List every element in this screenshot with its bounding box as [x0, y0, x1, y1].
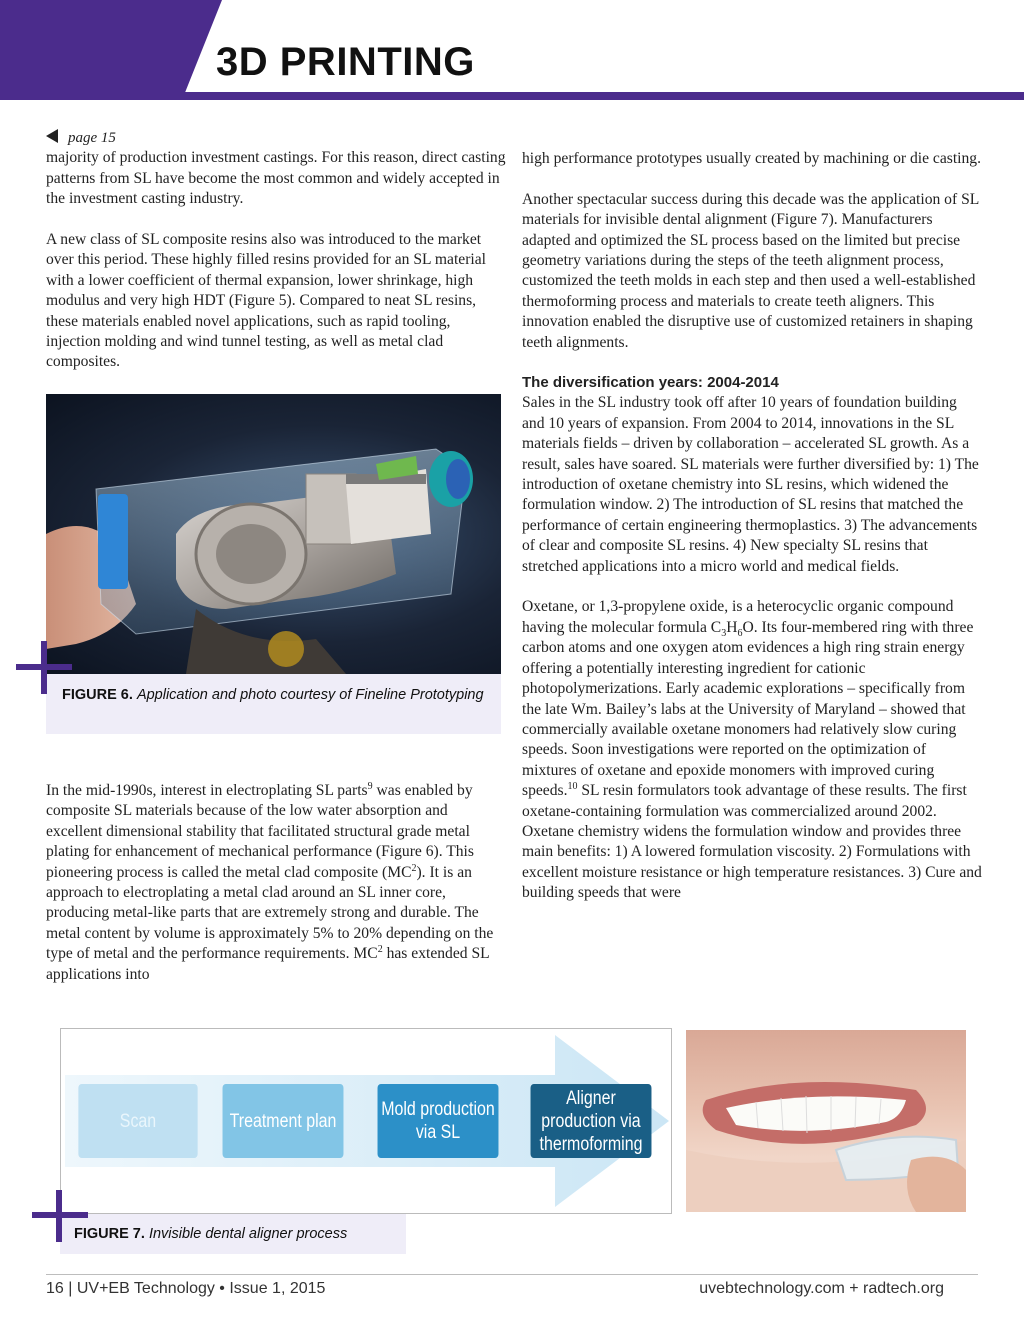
figure-6-photo — [46, 394, 501, 674]
process-step-aligner-production: Aligner production via thermoforming — [531, 1084, 652, 1158]
paragraph: Oxetane, or 1,3-propylene oxide, is a heterocyclic organic compound having the molecular formula $C_3H_6O$. Its four-membered ring with three carbon atoms and one oxygen atom evidences a high ring strain energy offering a potentially interesting ingredient for cationic photopolymerizations. Early academic explorations – specifically from the late Wm. Bailey’s labs at the University of Maryland – showed that commercially available oxetane monomers had relatively slow curing speeds. Soon investigations were reported on the optimization of mixtures of oxetane and epoxide monomers with improved curing speeds.$^{10}$ SL resin formulators took advantage of these results. The first oxetane-containing formulation was commercialized around 2002. Oxetane chemistry widens the formulation window and provides three main benefits: 1) A lowered formulation viscosity. 2) Formulations with excellent moisture resistance or high temperature resistances. 3) Cure and building speeds that were — [522, 598, 982, 902]
section-title: 3D PRINTING — [216, 40, 475, 84]
caption-text: Application and photo courtesy of Fineline Prototyping — [136, 687, 484, 703]
header-rule — [180, 92, 1024, 100]
paragraph: Sales in the SL industry took off after 10 years of foundation building and 10 years of expansion. From 2004 to 2014, innovations in the SL materials fields – driven by collaboration – accelerated SL growth. As a result, sales have soared. SL materials were further diversified by: 1) The introduction of oxetane chemistry into SL resins, which widened the formulation window. 2) The introduction of SL resins that matched the performance of certain engineering thermoplastics. 3) The advancements of clear and composite SL resins. 4) New specialty SL resins that stretched applications into a micro world and medical fields. — [522, 394, 979, 575]
figure-6-caption — [62, 686, 492, 705]
process-step-scan: Scan — [78, 1084, 197, 1158]
right-column — [522, 149, 982, 904]
footer-page-info: 16 | UV+EB Technology • Issue 1, 2015 — [46, 1280, 326, 1297]
process-step-treatment-plan: Treatment plan — [223, 1084, 344, 1158]
figure-label: FIGURE 7. — [74, 1226, 145, 1242]
figure-6 — [46, 394, 501, 734]
caption-text: Invisible dental aligner process — [148, 1226, 348, 1242]
paragraph: A new class of SL composite resins also was introduced to the market over this period. These highly filled resins provided for an SL material with a lower coefficient of thermal expansion, lower shrinkage, high modulus and very high HDT (Figure 5). Compared to neat SL resins, these materials enabled novel applications, such as rapid tooling, injection molding and wind tunnel testing, as well as metal clad composites. — [46, 231, 486, 371]
paragraph: majority of production investment castings. For this reason, direct casting patterns from SL have become the most common and widely accepted in the investment casting industry. — [46, 149, 506, 208]
continuation-page: page 15 — [68, 130, 116, 146]
paragraph: In the mid-1990s, interest in electroplating SL parts$^9$ was enabled by composite SL materials because of the low water absorption and excellent dimensional stability that facilitated structural grade metal plating for enhancement of mechanical performance (Figure 6). This pioneering process is called the metal clad composite $(MC^2)$. It is an approach to electroplating a metal clad around an SL inner core, producing metal-like parts that are extremely strong and durable. The metal content by volume is approximately 5% to 20% depending on the type of metal and the performance requirements. $MC^2$ has extended SL applications into — [46, 780, 494, 983]
aligner-photo — [686, 1030, 966, 1212]
figure-7-process-diagram — [60, 1028, 672, 1214]
footer-websites: uvebtechnology.com + radtech.org — [699, 1280, 944, 1297]
process-step-mold-production: Mold production via SL — [378, 1084, 499, 1158]
section-heading: The diversification years: 2004-2014 — [522, 374, 779, 392]
footer-rule — [46, 1274, 978, 1275]
paragraph: high performance prototypes usually created by machining or die casting. — [522, 150, 982, 167]
left-column-bottom — [46, 781, 506, 985]
header-accent-block — [0, 0, 222, 100]
paragraph: Another spectacular success during this decade was the application of SL materials for invisible dental alignment (Figure 7). Manufacturers adapted and optimized the SL process based on the limited but precise geometry variations during the steps of the teeth alignment process, customized the teeth molds in each step and then used a well-established thermoforming process and materials to create teeth aligners. This innovation enabled the disruptive use of customized retainers in shaping teeth alignments. — [522, 190, 979, 351]
continuation-note — [46, 128, 506, 148]
left-column-top — [46, 128, 506, 373]
page-header — [0, 0, 1024, 100]
plus-decoration — [16, 664, 72, 670]
figure-7-caption — [74, 1226, 347, 1242]
back-arrow-icon — [46, 129, 58, 143]
3d-printed-device-image — [46, 394, 501, 674]
smile-aligner-image — [686, 1030, 966, 1212]
figure-label: FIGURE 6. — [62, 687, 133, 703]
plus-decoration — [32, 1212, 88, 1218]
